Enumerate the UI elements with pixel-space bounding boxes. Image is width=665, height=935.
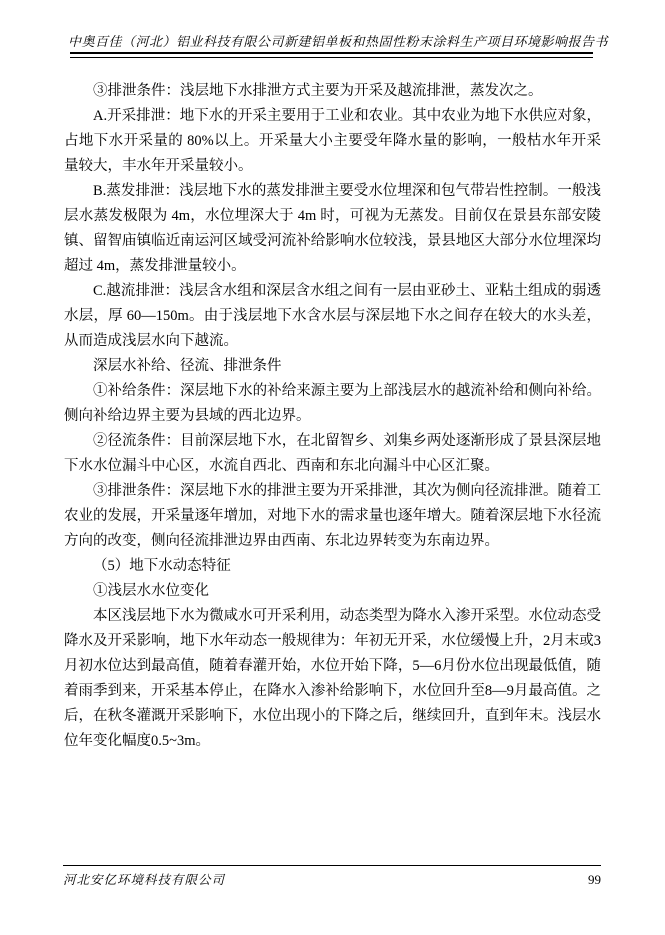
paragraph: （5）地下水动态特征 [93,558,231,574]
paragraph: ①补给条件：深层地下水的补给来源主要为上部浅层水的越流补给和侧向补给。侧向补给边界主要为县域的西北边界。 [64,383,601,424]
paragraph: ③排泄条件：深层地下水的排泄主要为开采排泄，其次为侧向径流排泄。随着工农业的发展，开采量逐年增加，对地下水的需求量也逐年增大。随着深层地下水径流方向的改变，侧向径流排泄边界由西南、东北边界转变为东南边界。 [64,483,601,549]
page-number: 99 [588,872,601,887]
header-rule [70,52,593,58]
paragraph: 本区浅层地下水为微咸水可开采利用，动态类型为降水入渗开采型。水位动态受降水及开采影响，地下水年动态一般规律为：年初无开采，水位缓慢上升，2月末或3月初水位达到最高值，随着春灌开始，水位开始下降，5—6月份水位出现最低值，随着雨季到来，开采基本停止，在降水入渗补给影响下，水位回升至8—9月最高值。之后，在秋冬灌溉开采影响下，水位出现小的下降之后，继续回升，直到年末。浅层水位年变化幅度0.5~3m。 [64,608,601,749]
footer-company: 河北安亿环境科技有限公司 [63,873,226,887]
page-footer [63,865,601,888]
page-header [68,31,609,51]
paragraph: 深层水补给、径流、排泄条件 [93,358,282,374]
paragraph: ③排泄条件：浅层地下水排泄方式主要为开采及越流排泄，蒸发次之。 [93,83,543,99]
header-title: 中奥百佳（河北）铝业科技有限公司新建铝单板和热固性粉末涂料生产项目环境影响报告书 [68,34,609,49]
paragraph: ②径流条件：目前深层地下水，在北留智乡、刘集乡两处逐渐形成了景县深层地下水水位漏斗中心区，水流自西北、西南和东北向漏斗中心区汇聚。 [64,433,601,474]
paragraph: A.开采排泄：地下水的开采主要用于工业和农业。其中农业为地下水供应对象，占地下水开采量的 80%以上。开采量大小主要受年降水量的影响，一般枯水年开采量较大，丰水年开采量较小。 [64,108,601,174]
document-body [64,79,601,754]
paragraph: C.越流排泄：浅层含水组和深层含水组之间有一层由亚砂土、亚粘土组成的弱透水层，厚 60—150m。由于浅层地下水含水层与深层地下水之间存在较大的水头差，从而造成浅层水向下越流。 [64,283,601,349]
paragraph: B.蒸发排泄：浅层地下水的蒸发排泄主要受水位埋深和包气带岩性控制。一般浅层水蒸发极限为 4m，水位埋深大于 4m 时，可视为无蒸发。目前仅在景县东部安陵镇、留智庙镇临近南运河区域受河流补给影响水位较浅，景县地区大部分水位埋深均超过 4m，蒸发排泄量较小。 [64,183,601,274]
paragraph: ①浅层水水位变化 [93,583,209,599]
